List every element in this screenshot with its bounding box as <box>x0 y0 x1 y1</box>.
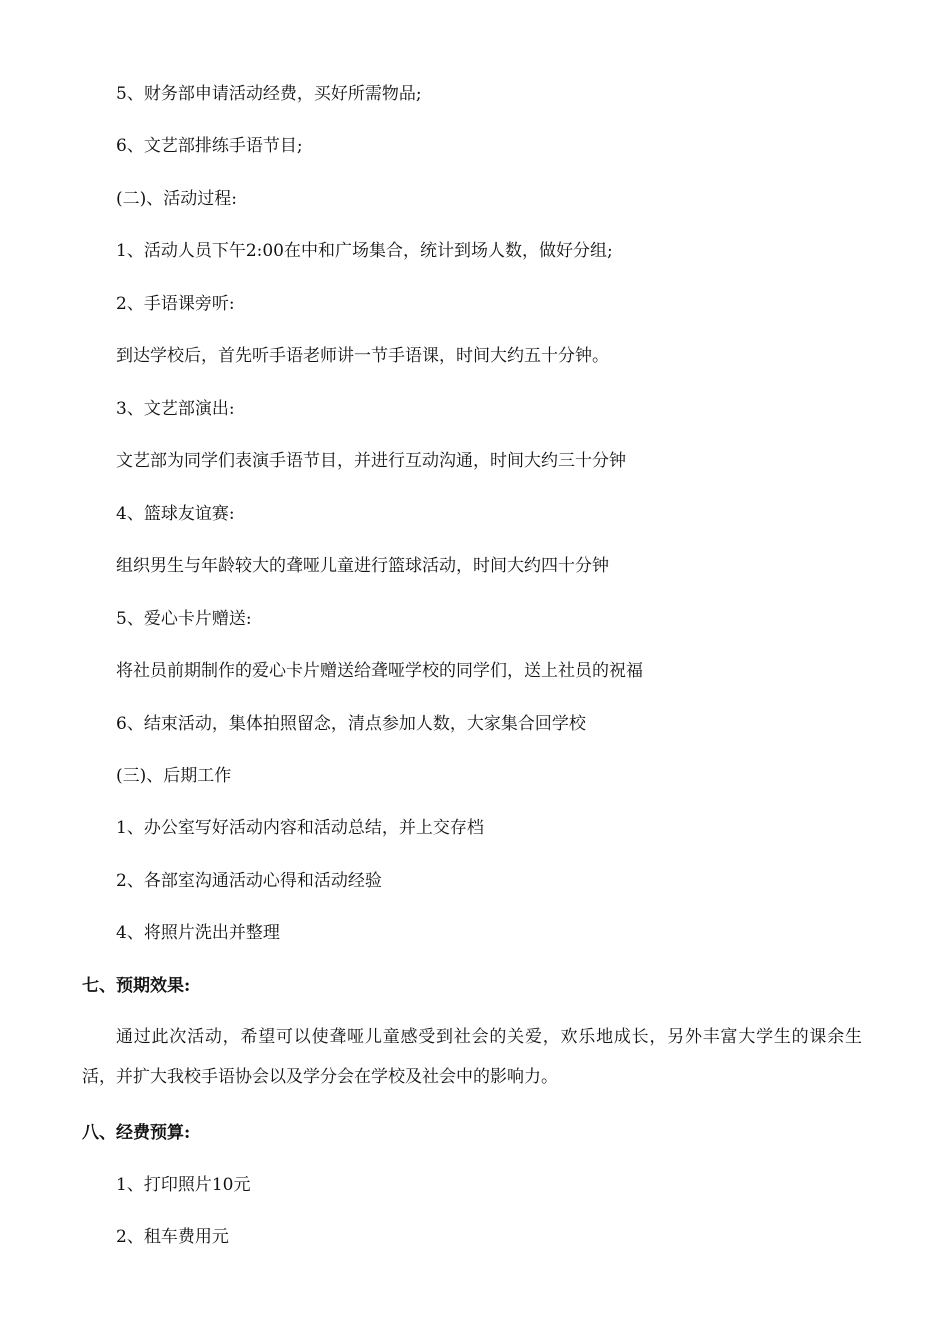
budget-item-photos: 1、打印照片10元 <box>116 1175 251 1195</box>
text-line-arts-rehearsal: 6、文艺部排练手语节目; <box>116 136 303 156</box>
budget-item-rental: 2、租车费用元 <box>116 1227 229 1247</box>
subheading-activity-process: (二)、活动过程: <box>116 189 237 209</box>
text-line-cards-title: 5、爱心卡片赠送: <box>116 609 252 629</box>
section-heading-budget: 八、经费预算: <box>82 1123 191 1143</box>
text-line-end-activity: 6、结束活动，集体拍照留念，清点参加人数，大家集合回学校 <box>116 714 586 734</box>
text-line-performance-title: 3、文艺部演出: <box>116 399 235 419</box>
text-line-gathering: 1、活动人员下午2:00在中和广场集合，统计到场人数，做好分组; <box>116 241 613 261</box>
text-line-sign-class-detail: 到达学校后，首先听手语老师讲一节手语课，时间大约五十分钟。 <box>116 346 609 366</box>
subheading-follow-up: (三)、后期工作 <box>116 766 232 786</box>
paragraph-expected-effect: 通过此次活动，希望可以使聋哑儿童感受到社会的关爱，欢乐地成长，另外丰富大学生的课余生活，并扩大我校手语协会以及学分会在学校及社会中的影响力。 <box>82 1027 862 1087</box>
text-line-sign-class-title: 2、手语课旁听: <box>116 294 235 314</box>
text-line-basketball-detail: 组织男生与年龄较大的聋哑儿童进行篮球活动，时间大约四十分钟 <box>116 556 609 576</box>
text-line-cards-detail: 将社员前期制作的爱心卡片赠送给聋哑学校的同学们，送上社员的祝福 <box>116 661 643 681</box>
text-line-photos: 4、将照片洗出并整理 <box>116 923 280 943</box>
text-line-performance-detail: 文艺部为同学们表演手语节目，并进行互动沟通，时间大约三十分钟 <box>116 451 626 471</box>
text-line-dept-exchange: 2、各部室沟通活动心得和活动经验 <box>116 871 382 891</box>
text-line-basketball-title: 4、篮球友谊赛: <box>116 504 235 524</box>
text-line-office-summary: 1、办公室写好活动内容和活动总结，并上交存档 <box>116 818 484 838</box>
section-heading-expected-effect: 七、预期效果: <box>82 976 191 996</box>
text-line-finance-dept: 5、财务部申请活动经费，买好所需物品; <box>116 84 422 104</box>
